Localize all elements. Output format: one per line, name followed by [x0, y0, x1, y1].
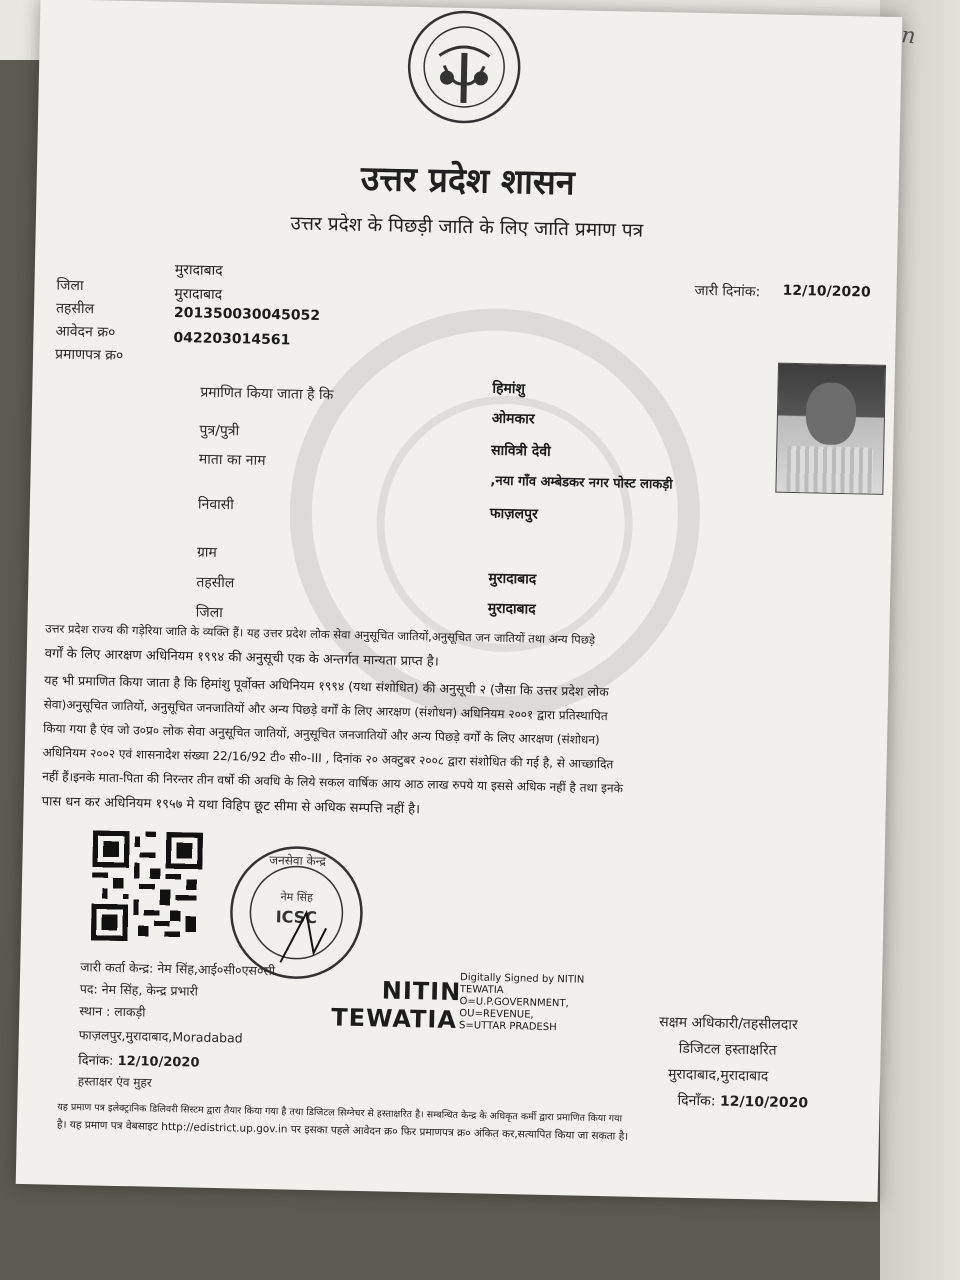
- seal-sig-text: नेम सिंह: [280, 890, 314, 905]
- certificate-number: 042203014561: [173, 329, 291, 349]
- district-label: जिला: [56, 277, 84, 295]
- body-line-1: उत्तर प्रदेश राज्य की गड़ेरिया जाति के व्यक्ति हैं। यह उत्तर प्रदेश लोक सेवा अनुसूचित जातियों,अनुसूचित जन जातियों तथा अन्य पिछड़े: [45, 621, 596, 647]
- qr-code-icon: [91, 830, 203, 942]
- signature-state: S=UTTAR PRADESH: [458, 1020, 557, 1034]
- person-district-value: मुरादाबाद: [487, 600, 536, 618]
- issuer-sign-line: हस्ताक्षर एंव मुहर: [77, 1074, 152, 1090]
- footer-note-2: है। यह प्रमाण पत्र वेबसाइट http://edistrict.up.gov.in पर इसका पहले आवेदन क्र० फिर प्रमाणपत्र क्र० अंकित कर,सत्यापित किया जा सकता है।: [56, 1118, 629, 1143]
- signature-ou: OU=REVENUE,: [459, 1008, 534, 1021]
- signer-name-line1: NITIN: [381, 976, 462, 1007]
- village-value: फाज़लपुर: [489, 505, 538, 523]
- issue-date-value: 12/10/2020: [782, 282, 871, 301]
- relation-label: पुत्र/पुत्री: [199, 422, 240, 440]
- page-title: उत्तर प्रदेश शासन: [360, 158, 576, 204]
- footer-note-1: यह प्रमाण पत्र इलेक्ट्रानिक डिलिवरी सिस्टम द्वारा तैयार किया गया है तथा डिजिटल सिग्नेचर से हस्ताक्षरित है। सम्बन्धित केन्द्र के अधिकृत कर्मी द्वारा प्रमाणित किया गया: [57, 1101, 623, 1125]
- authority-date-value: 12/10/2020: [719, 1093, 809, 1112]
- signer-name-line2: TEWATIA: [330, 1003, 458, 1035]
- signed-name: TEWATIA: [459, 984, 504, 997]
- body-line-8: पास धन कर अधिनियम १९५७ मे यथा विहिप छूट सीमा से अधिक सम्पत्ति नहीं है।: [41, 794, 421, 818]
- issuer-center: जारी कर्ता केन्द्र: नेम सिंह,आई०सी०एस०सी: [80, 959, 276, 979]
- district-value: मुरादाबाद: [174, 261, 223, 279]
- authority-place: मुरादाबाद,मुरादाबाद: [667, 1066, 769, 1085]
- tehsil-value: मुरादाबाद: [174, 285, 223, 303]
- body-line-5: किया गया है एंव जो उ०प्र० लोक सेवा अनुसूचित जातियों, अनुसूचित जनजातियों और अन्य पिछड़े वर्गों के लिए आरक्षण (संशोधन): [43, 721, 600, 747]
- body-line-6: अधिनियम २००२ एवं शासनादेश संख्या 22/16/92 टी० सी०-III , दिनांक २० अक्टुबर २००८ द्वारा संशोधित की गई है, से आच्छादित: [42, 745, 614, 772]
- signed-by-label: Digitally Signed by NITIN: [459, 972, 585, 986]
- mother-label: माता का नाम: [198, 451, 266, 469]
- tehsil-label: तहसील: [55, 300, 95, 318]
- issuer-date-label: दिनांक:: [78, 1053, 114, 1069]
- issuer-date: [78, 1050, 200, 1071]
- state-emblem-icon: [398, 7, 530, 128]
- application-number: 201350030045052: [173, 304, 321, 325]
- issuer-post: पद: नेम सिंह, केन्द्र प्रभारी: [79, 981, 199, 999]
- person-tehsil-label: तहसील: [196, 574, 235, 592]
- seal-center-text: ICSC: [275, 907, 318, 928]
- village-label: ग्राम: [196, 544, 218, 561]
- page-subtitle: उत्तर प्रदेश के पिछड़ी जाति के लिए जाति प्रमाण पत्र: [290, 212, 644, 242]
- authority-date: [677, 1091, 808, 1113]
- person-tehsil-value: मुरादाबाद: [488, 570, 537, 588]
- person-district-label: जिला: [195, 604, 223, 622]
- authority-title: सक्षम अधिकारी/तहसीलदार: [659, 1014, 798, 1034]
- body-line-4: सेवा)अनुसूचित जातियों, अनुसूचित जनजातियों और अन्य पिछड़े वर्गों के लिए आरक्षण (संशोधन) अधिनियम २००१ द्वारा प्रतिस्थापित: [43, 697, 608, 724]
- issuer-place: स्थान : लाकड़ी: [79, 1003, 146, 1020]
- resident-label: निवासी: [197, 496, 235, 514]
- applicant-name: हिमांशु: [492, 380, 526, 398]
- body-line-3: यह भी प्रमाणित किया जाता है कि हिमांशु पूर्वोक्त अधिनियम १९९४ (यथा संशोधित) की अनुसूची २ (जैसा कि उत्तर प्रदेश लोक: [44, 672, 609, 700]
- certificate-label: प्रमाणपत्र क्र०: [54, 346, 124, 364]
- certificate-page: [16, 0, 903, 1202]
- address-value: ,नया गाँव अम्बेडकर नगर पोस्ट लाकड़ी: [490, 473, 673, 493]
- issue-date-label: जारी दिनांक:: [694, 282, 761, 301]
- seal-top-text: जनसेवा केन्द्र: [269, 853, 326, 869]
- applicant-photo: [775, 363, 886, 495]
- authority-signature: डिजिटल हस्ताक्षरित: [678, 1040, 777, 1059]
- signature-org: O=U.P.GOVERNMENT,: [459, 996, 569, 1010]
- body-line-7: नहीं हैं।इनके माता-पिता की निरन्तर तीन वर्षो की अवधि के लिये सकल वार्षिक आय आठ लाख रुपये या इससे अधिक नहीं है तथा इनके: [42, 769, 624, 796]
- issuer-address: फाज़लपुर,मुरादाबाद,Moradabad: [78, 1027, 243, 1046]
- authority-date-label: दिनाँक:: [677, 1092, 716, 1110]
- certify-label: प्रमाणित किया जाता है कि: [200, 384, 334, 404]
- body-line-2: वर्गों के लिए आरक्षण अधिनियम १९९४ की अनुसूची एक के अन्तर्गत मान्यता प्राप्त है।: [44, 646, 439, 670]
- mother-name: सावित्री देवी: [490, 442, 551, 460]
- father-name: ओमकार: [491, 410, 535, 428]
- application-label: आवेदन क्र०: [55, 323, 116, 341]
- issuer-date-value: 12/10/2020: [117, 1053, 200, 1071]
